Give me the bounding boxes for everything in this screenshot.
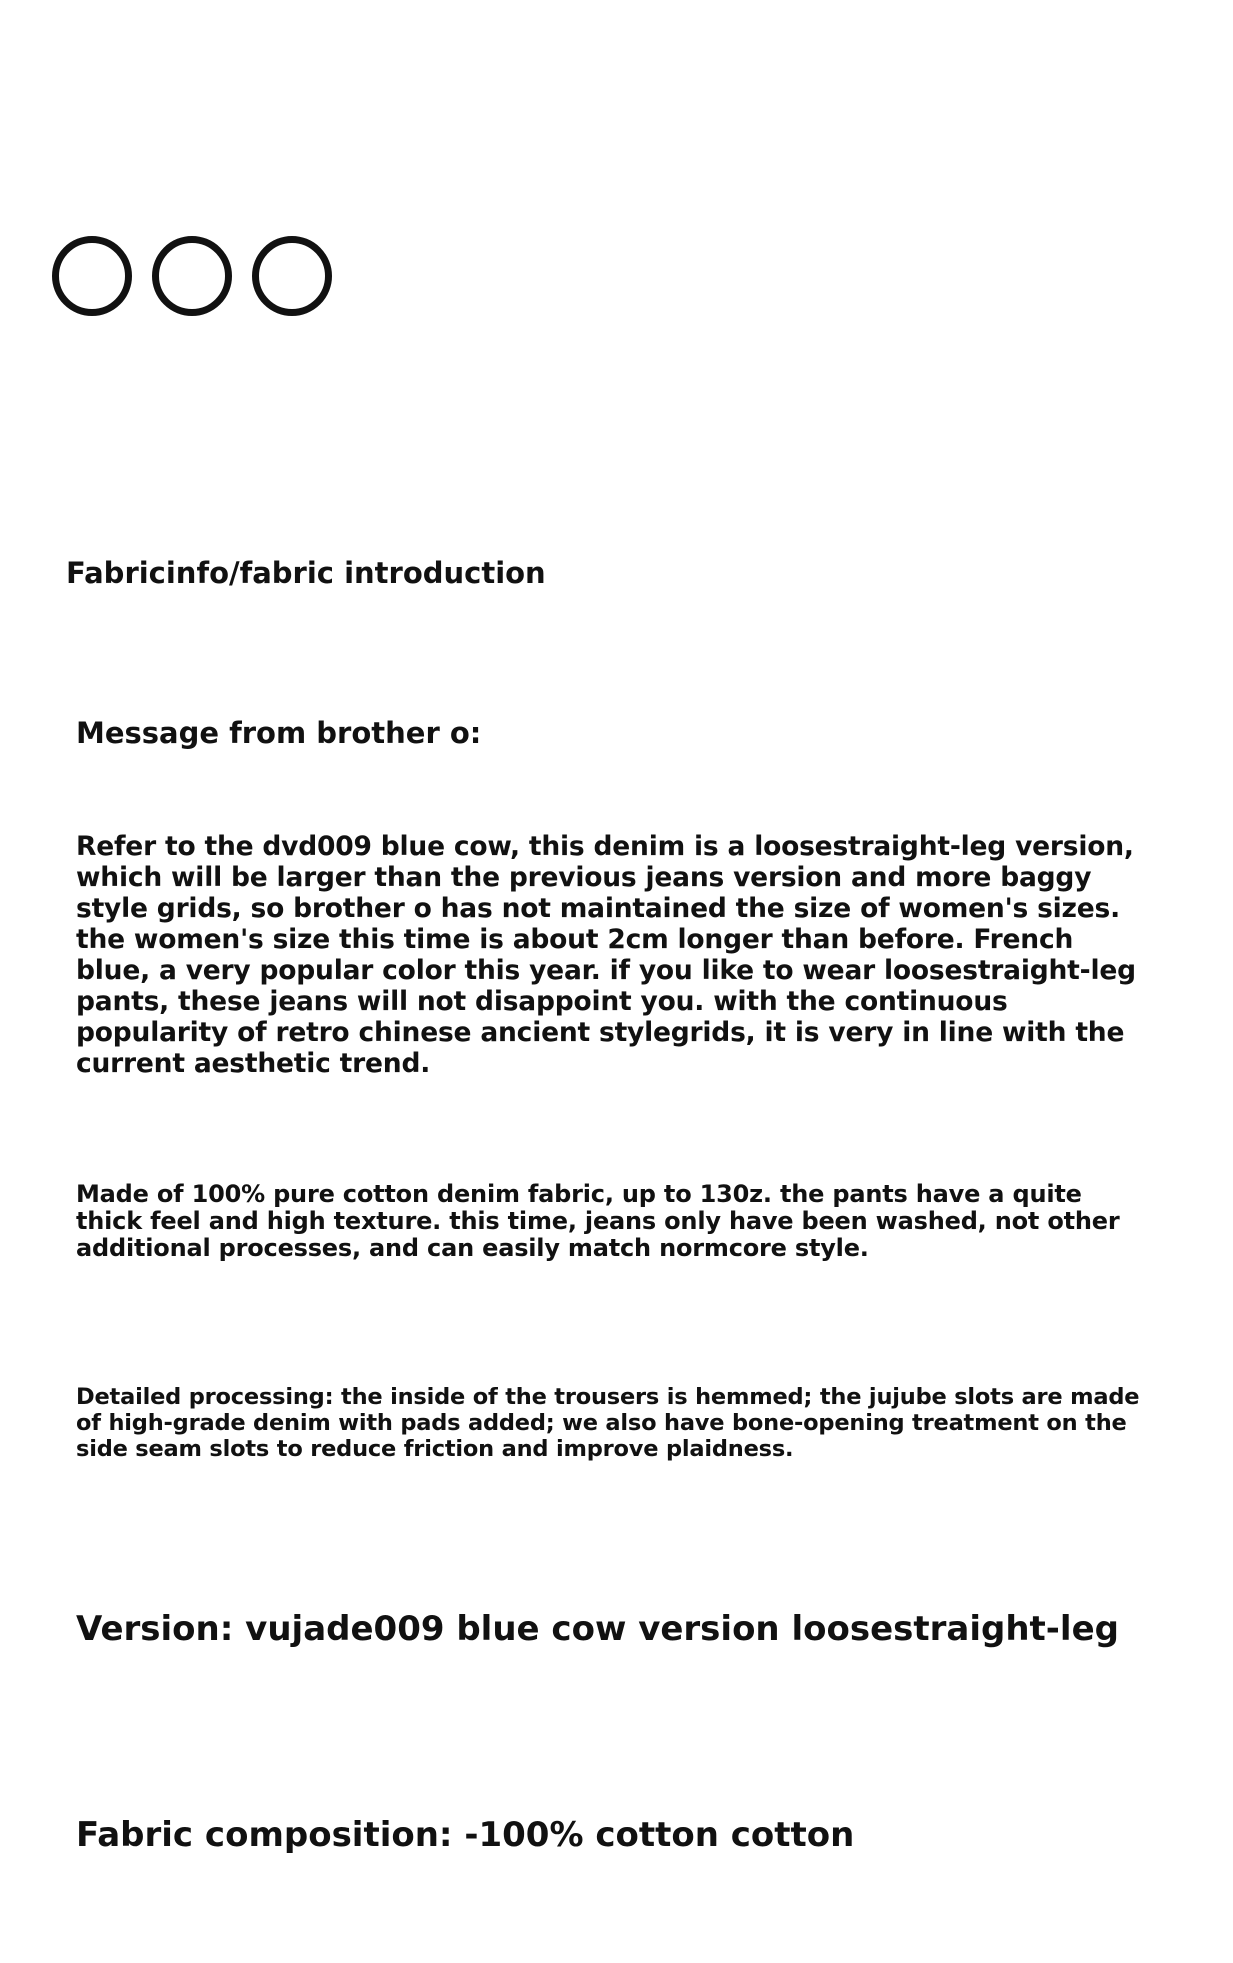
fabric-info-title: Fabricinfo/fabric introduction [66,556,546,590]
message-paragraph-material: Made of 100% pure cotton denim fabric, up to 130z. the pants have a quite thick feel and high texture. this time, jeans only have been washed, not other additional processes, and can easily match normcore style. [76,1180,1120,1262]
logo-ring-3 [252,236,332,316]
brand-logo [52,236,332,316]
logo-ring-2 [152,236,232,316]
logo-ring-1 [52,236,132,316]
fabric-composition-spec: Fabric composition: -100% cotton cotton [76,1815,855,1855]
message-paragraph-intro: Refer to the dvd009 blue cow, this denim is a loosestraight-leg version, which will be larger than the previous jeans version and more baggy style grids, so brother o has not maintained the size of women's sizes. the women's size this time is about 2cm longer than before. French blue, a very popular color this year. if you like to wear loosestraight-leg pants, these jeans will not disappoint you. with the continuous popularity of retro chinese ancient stylegrids, it is very in line with the current aesthetic trend. [76,831,1136,1079]
message-heading: Message from brother o: [76,716,482,750]
message-paragraph-processing: Detailed processing: the inside of the trousers is hemmed; the jujube slots are made of high-grade denim with pads added; we also have bone-opening treatment on the side seam slots to reduce friction and improve plaidness. [76,1384,1140,1462]
version-spec: Version: vujade009 blue cow version loosestraight-leg [76,1609,1119,1649]
